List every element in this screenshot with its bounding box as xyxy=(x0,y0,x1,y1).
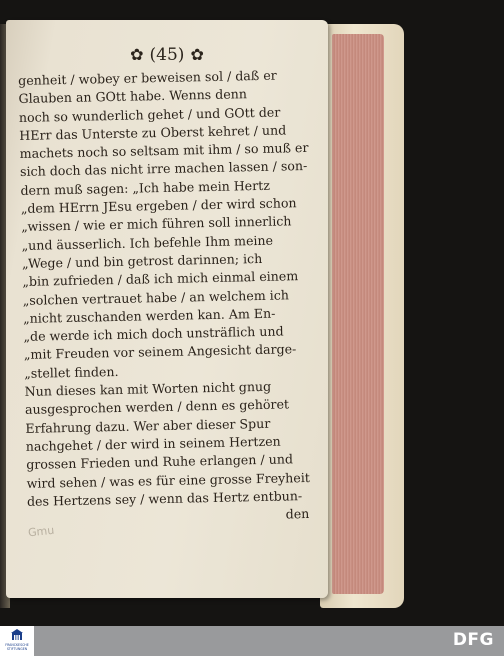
flower-ornament-icon: ✿ xyxy=(130,45,144,64)
page-header xyxy=(6,44,328,66)
text-line: Erfahrung dazu. Wer aber dieser Spur xyxy=(25,415,271,436)
text-line: „stellet finden. xyxy=(24,363,119,381)
library-emblem-icon xyxy=(11,629,23,641)
page-edges xyxy=(332,34,384,594)
text-line: „mit Freuden vor seinem Angesicht darge- xyxy=(23,341,297,363)
library-caption: FRANCKESCHE STIFTUNGEN xyxy=(5,643,29,651)
text-line: des Hertzens sey / wenn das Hertz entbun- xyxy=(26,487,303,509)
text-line: „wissen / wie er mich führen soll innerlich xyxy=(21,213,292,235)
text-line: „nicht zuschanden werden kan. Am En- xyxy=(23,305,276,326)
text-line: „Wege / und bin getrost darinnen; ich xyxy=(21,250,263,271)
text-line: nachgehet / der wird in seinem Hertzen xyxy=(25,433,281,454)
text-line: machets noch so seltsam mit ihm / so muß er xyxy=(19,140,309,162)
text-line: „solchen vertrauet habe / an welchem ich xyxy=(22,286,290,308)
text-line: „de werde ich mich doch unsträflich und xyxy=(23,323,284,345)
dfg-logo[interactable]: DFG xyxy=(452,630,494,650)
text-line: HErr das Unterste zu Oberst kehret / und xyxy=(19,122,287,143)
library-logo[interactable] xyxy=(0,626,34,656)
page-number: (45) xyxy=(149,45,185,65)
viewer-footer-bar xyxy=(0,626,504,656)
text-line: „dem HErrn JEsu ergeben / der wird schon xyxy=(20,195,297,217)
text-line: genheit / wobey er beweisen sol / daß er xyxy=(18,67,277,88)
text-line: noch so wunderlich gehet / und GOtt der xyxy=(18,104,281,125)
text-line: dern muß sagen: „Ich habe mein Hertz xyxy=(20,177,271,198)
text-line: „bin zufrieden / daß ich mich einmal einem xyxy=(22,268,299,290)
flower-ornament-icon: ✿ xyxy=(190,45,204,64)
catchword: den xyxy=(285,506,310,522)
text-line: wird sehen / was es für eine grosse Freyheit xyxy=(26,469,310,491)
text-line: sich doch das nicht irre machen lassen / son- xyxy=(19,158,308,180)
text-line: Glauben an GOtt habe. Wenns denn xyxy=(18,86,248,107)
text-line: Nun dieses kan mit Worten nicht gnug xyxy=(24,378,272,399)
text-line: „und äusserlich. Ich befehle Ihm meine xyxy=(21,232,274,253)
library-stamp: Gmu xyxy=(27,523,55,540)
book-page xyxy=(6,20,328,598)
page-text xyxy=(18,66,310,529)
text-line: ausgesprochen werden / denn es gehöret xyxy=(24,396,290,418)
text-line: grossen Frieden und Ruhe erlangen / und xyxy=(26,451,294,473)
